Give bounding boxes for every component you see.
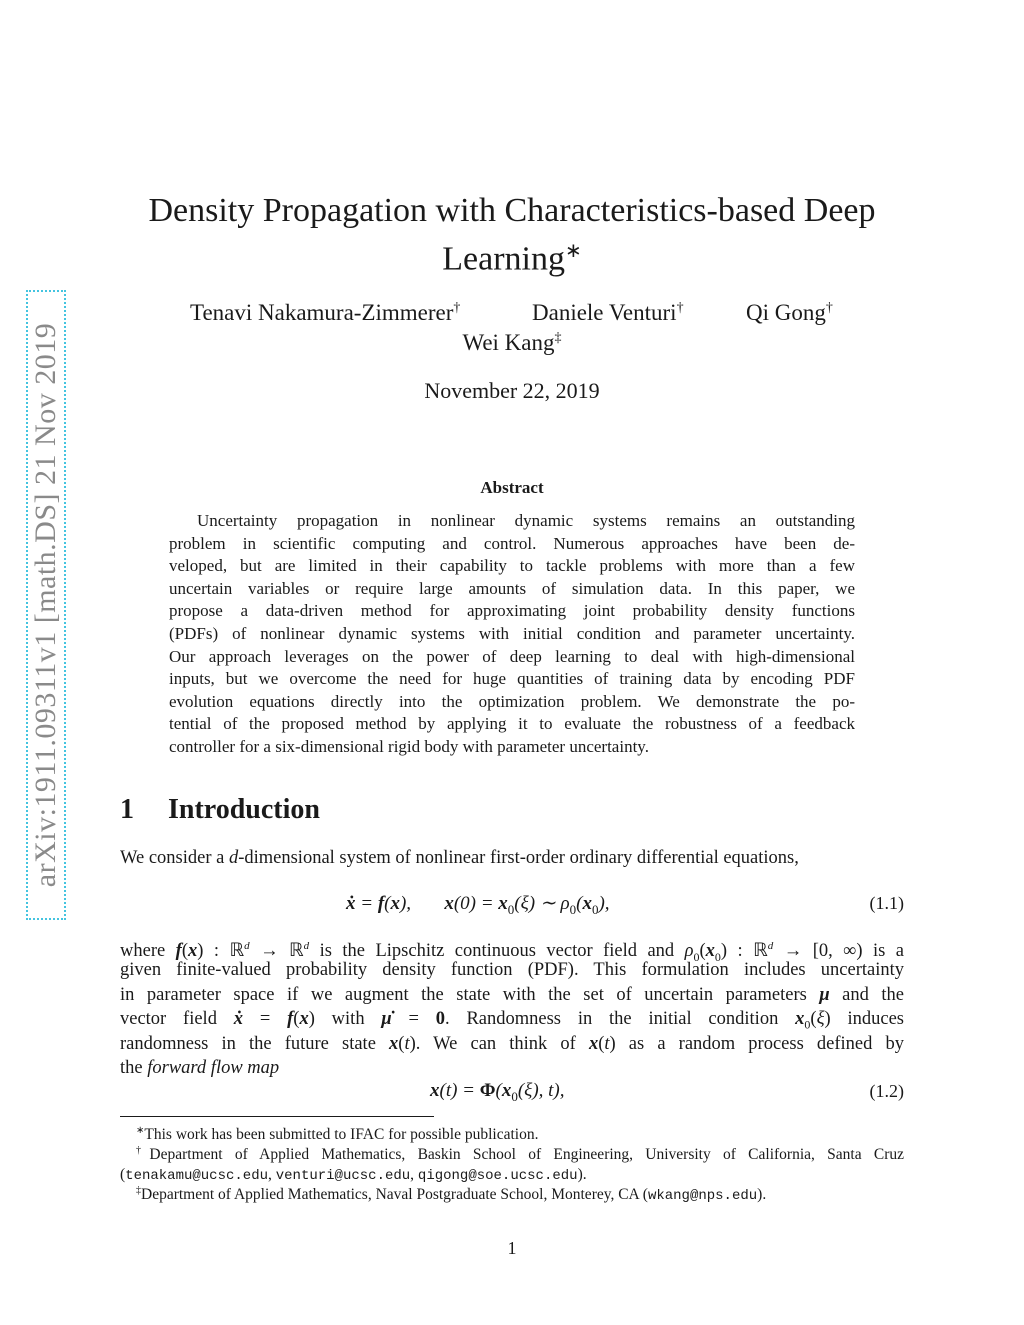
author-mark: ‡ (554, 330, 562, 346)
footnote-2: †Department of Applied Mathematics, Baskin School of Engineering, University of California, Santa Cruz (tenakamu@ucsc.edu, venturi@ucsc.edu, qigong@soe.ucsc.edu). (120, 1145, 905, 1185)
text-run: -dimensional system of nonlinear first-order ordinary differential equations, (238, 848, 799, 868)
author-1 (190, 300, 460, 326)
paper-title (120, 190, 904, 279)
author-name: Daniele Venturi (532, 300, 677, 325)
author-2 (532, 300, 684, 326)
abstract-line: propose a data-driven method for approximating joint probability density functions (169, 601, 855, 621)
text-run: We consider a (120, 848, 229, 868)
author-mark: † (453, 300, 461, 316)
arxiv-identifier: arXiv:1911.09311v1 [math.DS] 21 Nov 2019 (29, 322, 62, 888)
author-mark: † (676, 300, 684, 316)
abstract-line: tential of the proposed method by applying it to evaluate the robustness of a feedback (169, 714, 855, 734)
footnote-text: Department of Applied Mathematics, Baskin School of Engineering, University of California, Santa Cruz ( (120, 1146, 905, 1184)
title-line-1: Density Propagation with Characteristics-based Deep (148, 192, 876, 229)
section-title: Introduction (168, 794, 320, 825)
abstract-line: problem in scientific computing and control. Numerous approaches have been de- (169, 533, 855, 553)
section-number: 1 (120, 794, 134, 825)
author-mark: † (825, 300, 833, 316)
author-name: Wei Kang (462, 330, 555, 355)
footnote-mark: ‡ (136, 1185, 141, 1196)
title-line-2: Learning (442, 240, 565, 278)
footnote-mark: ∗ (136, 1125, 145, 1136)
math-var: d (228, 848, 239, 868)
abstract-line: uncertain variables or require large amounts of simulation data. In this paper, we (169, 578, 855, 598)
paragraph-line: where f(x) : ℝ$^d$ → ℝ$^d$ is the Lipschitz continuous vector field and $\rho_0(x_0)$ : ℝ$^d$ → [0, ∞) is a (120, 940, 904, 964)
paragraph-line: the forward flow map (120, 1057, 280, 1078)
paragraph-line: given finite-valued probability density function (PDF). This formulation includes uncertainty (120, 960, 904, 981)
author-name: Tenavi Nakamura-Zimmerer (190, 300, 454, 325)
abstract-line: (PDFs) of nonlinear dynamic systems with initial condition and parameter uncertainty. (169, 623, 855, 643)
footnote-mark: † (136, 1145, 150, 1156)
abstract-line: controller for a six-dimensional rigid body with parameter uncertainty. (169, 736, 649, 756)
author-name: Qi Gong (746, 300, 826, 325)
footnote-3: ‡Department of Applied Mathematics, Naval Postgraduate School, Monterey, CA (wkang@nps.edu). (136, 1185, 767, 1205)
email-link[interactable]: venturi@ucsc.edu (275, 1168, 411, 1185)
abstract-line: Uncertainty propagation in nonlinear dynamic systems remains an outstanding (197, 511, 855, 530)
title-footnote-mark: ∗ (564, 240, 582, 262)
email-link[interactable]: tenakamu@ucsc.edu (125, 1168, 268, 1185)
paragraph-line: in parameter space if we augment the state with the set of uncertain parameters μ and the (120, 984, 904, 1005)
equation-1-2: $x(t) = \Phi(x_0(\xi)$, t), (430, 1080, 565, 1104)
equation-number: (1.1) (869, 893, 904, 913)
footnote-text: Department of Applied Mathematics, Naval Postgraduate School, Monterey, CA ( (141, 1186, 648, 1204)
footnote-rule (120, 1116, 434, 1117)
author-4 (0, 330, 1024, 356)
equation-number: (1.2) (869, 1081, 904, 1101)
email-link[interactable]: wkang@nps.edu (647, 1188, 758, 1205)
page-number: 1 (507, 1238, 517, 1258)
abstract-body (169, 510, 855, 759)
abstract-line: veloped, but are limited in their capability to tackle problems with more than a few (169, 556, 855, 576)
abstract-heading: Abstract (480, 478, 544, 497)
paragraph-line: vector field ẋ = f(x) with μ̇ = 0. Randomness in the initial condition $x_0(\xi)$ induces (120, 1009, 905, 1032)
footnote-text: This work has been submitted to IFAC for possible publication. (144, 1126, 539, 1144)
abstract-line: Our approach leverages on the power of deep learning to deal with high-dimensional (169, 646, 855, 666)
abstract-line: inputs, but we overcome the need for huge quantities of training data by encoding PDF (169, 669, 855, 689)
body-paragraph (120, 934, 904, 1080)
abstract-line: evolution equations directly into the optimization problem. We demonstrate the po- (169, 691, 855, 711)
intro-paragraph (120, 846, 904, 870)
paper-date: November 22, 2019 (424, 378, 600, 403)
section-heading (120, 794, 320, 826)
paragraph-line: randomness in the future state x(t). We can think of x(t) as a random process defined by (120, 1033, 904, 1054)
equation-1-1: ẋ = f(x), $x(0) = x_0(\xi)$ ∼ $\rho_0(x_0)$, (346, 893, 610, 917)
author-3 (746, 300, 833, 326)
email-link[interactable]: qigong@soe.ucsc.edu (417, 1168, 578, 1185)
